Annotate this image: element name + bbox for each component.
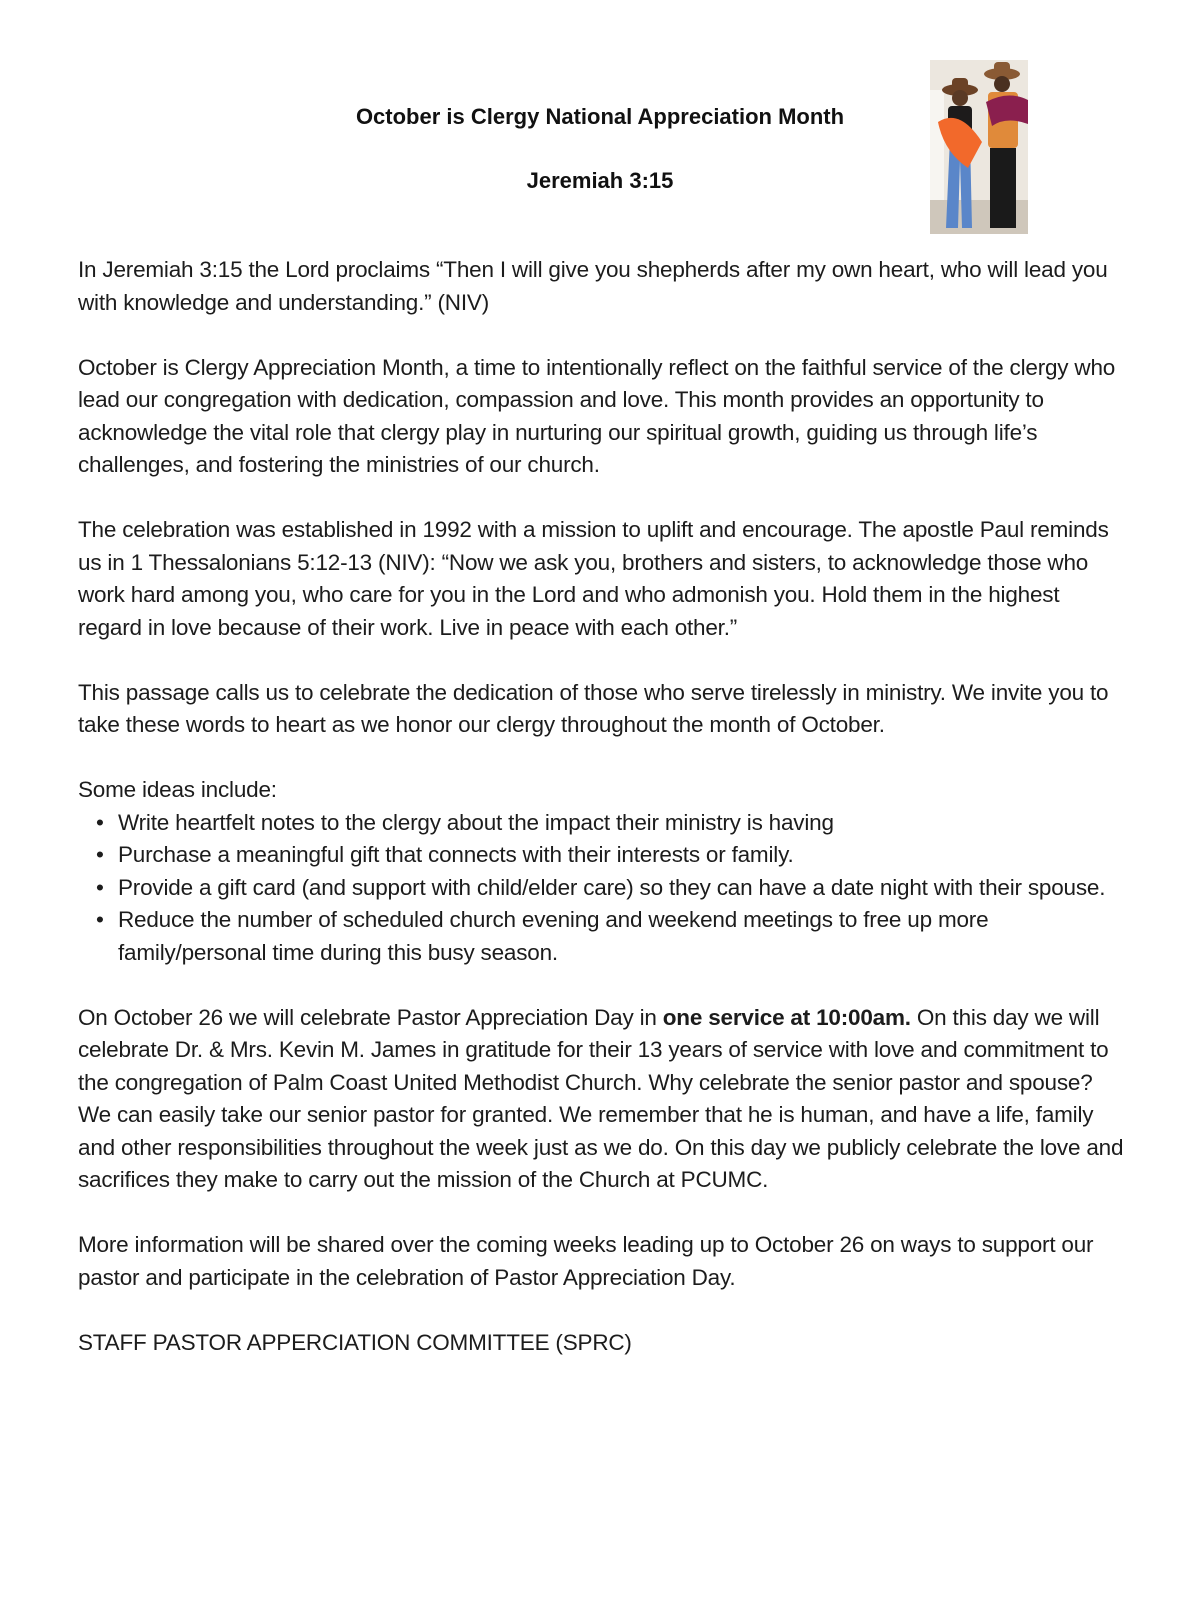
man-face: [994, 76, 1010, 92]
pastor-couple-photo: [930, 60, 1028, 234]
list-item: • Reduce the number of scheduled church evening and weekend meetings to free up more family/personal time during this busy season.: [118, 904, 1128, 969]
passage-paragraph: This passage calls us to celebrate the dedication of those who serve tirelessly in ministry. We invite you to take these words to heart as we honor our clergy throughout the month of October.: [78, 679, 1109, 737]
history-paragraph: The celebration was established in 1992 with a mission to uplift and encourage. The apostle Paul reminds us in 1 Thessalonians 5:12-13 (NIV): “Now we ask you, brothers and sisters, to acknowledge those who work hard among you, who care for you in the Lord and who admonish you. Hold them in the highest regard in love because of their work. Live in peace with each other.”: [78, 517, 1109, 640]
pastor-appreciation-day-paragraph: [78, 1002, 1128, 1197]
event-text-start: On October 26 we will celebrate Pastor Appreciation Day in: [78, 1004, 663, 1030]
service-time-highlight: one service at 10:00am.: [662, 1004, 911, 1030]
more-information-paragraph: More information will be shared over the coming weeks leading up to October 26 on ways to support our pastor and participate in the celebration of Pastor Appreciation Day.: [78, 1232, 1094, 1290]
appreciation-month-paragraph: October is Clergy Appreciation Month, a time to intentionally reflect on the faithful service of the clergy who lead our congregation with dedication, compassion and love. This month provides an opportunity to acknowledge the vital role that clergy play in nurturing our spiritual growth, guiding us through life’s challenges, and fostering the ministries of our church.: [78, 354, 1116, 477]
list-item: • Write heartfelt notes to the clergy about the impact their ministry is having: [118, 807, 1128, 840]
photo-illustration: [930, 60, 1028, 234]
event-text-rest: On this day we will celebrate Dr. & Mrs. Kevin M. James in gratitude for their 13 years of service with love and commitment to the congregation of Palm Coast United Methodist Church. Why celebrate the senior pastor and spouse? We can easily take our senior pastor for granted. We remember that he is human, and have a life, family and other responsibilities throughout the week just as we do. On this day we publicly celebrate the love and sacrifices they make to carry out the mission of the Church at PCUMC.: [78, 1004, 1124, 1192]
ideas-intro: Some ideas include:: [78, 777, 277, 802]
list-item: • Purchase a meaningful gift that connects with their interests or family.: [118, 839, 1128, 872]
man-hat-crown: [994, 62, 1010, 74]
photo-window: [930, 90, 944, 200]
woman-hat-crown: [952, 78, 968, 90]
page-title: October is Clergy National Appreciation Month: [355, 104, 845, 129]
woman-face: [952, 90, 968, 106]
scripture-paragraph: In Jeremiah 3:15 the Lord proclaims “Then I will give you shepherds after my own heart, who will lead you with knowledge and understanding.” (NIV): [78, 257, 1108, 315]
ideas-section: [78, 774, 1128, 969]
man-pants: [990, 148, 1016, 228]
letter-body: [78, 254, 1128, 1392]
verse-reference-heading: Jeremiah 3:15: [526, 168, 674, 193]
committee-signature: STAFF PASTOR APPERCIATION COMMITTEE (SPRC): [78, 1329, 632, 1355]
ideas-list: [78, 807, 1128, 970]
list-item: • Provide a gift card (and support with child/elder care) so they can have a date night with their spouse.: [118, 872, 1128, 905]
